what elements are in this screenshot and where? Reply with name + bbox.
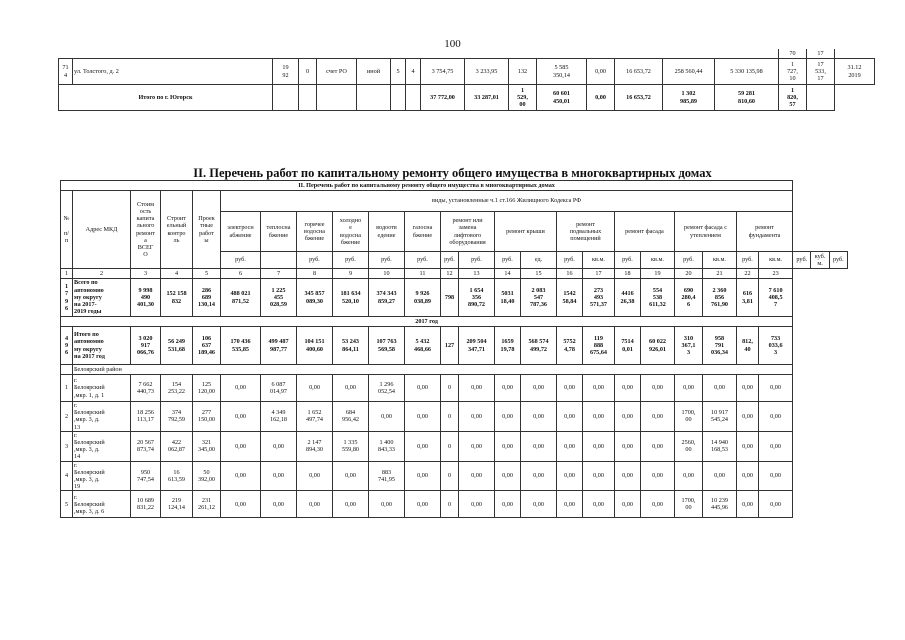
table-cell: 5752 4,78 [557,327,583,365]
col-header-work-types: виды, установленные ч.1 ст.166 Жилищного Кодекса РФ [221,191,793,212]
column-number: 20 [675,269,703,279]
table-cell: 499 487 987,77 [261,327,297,365]
year-row [61,317,848,327]
table-cell: 0,00 [675,461,703,491]
unit-cell: руб. [495,252,521,269]
column-number: 2 [73,269,131,279]
table-cell: 2 083 547 787,36 [521,279,557,317]
col-header-basement: ремонт подвальных помещений [557,212,615,252]
table-cell: 0,00 [703,375,737,402]
table-cell: 1542 58,84 [557,279,583,317]
table-cell: 71 4 [59,59,73,85]
table-cell: 0,00 [521,461,557,491]
column-number: 7 [261,269,297,279]
col-header-total-cost: Стоим ость капита льного ремонт а ВСЕГ О [131,191,161,269]
unit-cell: руб. [441,252,459,269]
table-cell: 60 022 926,01 [641,327,675,365]
table-cell: 0 [441,375,459,402]
table-cell: 0,00 [641,491,675,518]
table-cell: 0,00 [583,491,615,518]
table-cell [273,85,299,111]
table-cell: 5 585 350,14 [537,59,587,85]
table-cell: 1700, 00 [675,402,703,432]
col-header-facade-insulation: ремонт фасада с утеплением [675,212,737,252]
table-cell [299,85,317,111]
table-cell [317,85,357,111]
table-cell: 17 533, 17 [807,59,835,85]
table-cell: 0,00 [521,375,557,402]
table-cell: 0,00 [675,375,703,402]
table-cell: 0,00 [221,431,261,461]
total-cell: 0,00 [587,85,615,111]
column-number: 1 [61,269,73,279]
table-cell: 3 233,95 [465,59,509,85]
table-cell: 4416 26,38 [615,279,641,317]
table-cell: 0,00 [641,402,675,432]
table-cell: 0,00 [369,491,405,518]
column-number: 11 [405,269,441,279]
table-cell: 0,00 [583,402,615,432]
table-cell: 7514 0,01 [615,327,641,365]
table-row [59,59,875,85]
table-cell: 0,00 [297,375,333,402]
capital-repair-table [60,180,848,518]
table-cell: 10 689 831,22 [131,491,161,518]
table-cell: 684 956,42 [333,402,369,432]
unit-cell: кв.м. [703,252,737,269]
table-cell: 0,00 [737,402,759,432]
table-cell: г. Белоярский ,мкр. 3, д. 6 [73,491,131,518]
table-cell: 0,00 [703,461,737,491]
table-cell: 958 791 036,34 [703,327,737,365]
table-cell: 488 021 871,52 [221,279,261,317]
unit-cell: руб. [369,252,405,269]
table-cell: 812, 40 [737,327,759,365]
unit-cell: руб. [221,252,261,269]
table-cell: 0,00 [333,461,369,491]
table-cell: 0,00 [495,431,521,461]
table-cell: 0,00 [583,431,615,461]
table-cell: 374 792,59 [161,402,193,432]
column-number: 13 [459,269,495,279]
table-cell: 0,00 [737,431,759,461]
table-cell: 125 120,00 [193,375,221,402]
table-cell: 20 567 873,74 [131,431,161,461]
table-cell: 0,00 [557,431,583,461]
table-cell: 0,00 [405,461,441,491]
table-cell: ул. Толстого, д. 2 [73,59,273,85]
table-cell [391,85,406,111]
table-cell: 0,00 [521,402,557,432]
table-cell: 0,00 [557,375,583,402]
table-cell: 119 888 675,64 [583,327,615,365]
table-cell: 258 560,44 [663,59,715,85]
table-row [61,491,848,518]
table-cell: 1 296 052,54 [369,375,405,402]
table-cell: 19 92 [273,59,299,85]
table-cell: 0 [441,402,459,432]
column-number: 15 [521,269,557,279]
unit-cell: руб. [297,252,333,269]
col-header-facade: ремонт фасада [615,212,675,252]
table-cell: 286 689 130,14 [193,279,221,317]
table-cell: 0,00 [495,375,521,402]
table-cell: 0,00 [759,461,793,491]
table-cell: 0,00 [495,402,521,432]
table-cell: 1 654 356 890,72 [459,279,495,317]
table-cell: 5 432 468,66 [405,327,441,365]
column-number: 19 [641,269,675,279]
table-cell: 0,00 [221,375,261,402]
table-cell: 0,00 [459,491,495,518]
unit-cell: руб. [675,252,703,269]
col-header-drainage: водоотв едение [369,212,405,252]
table-cell: 0,00 [221,402,261,432]
table-cell: 170 436 535,85 [221,327,261,365]
column-number: 14 [495,269,521,279]
column-number: 16 [557,269,583,279]
column-numbers-row [61,269,848,279]
table-cell: 9 998 490 401,30 [131,279,161,317]
table-cell: г. Белоярский ,мкр. 3, д. 13 [73,402,131,432]
table-cell: 0 [441,491,459,518]
table-cell: 16 653,72 [615,59,663,85]
table-cell: г. Белоярский ,мкр. 1, д. 1 [73,375,131,402]
table-cell: 0,00 [297,491,333,518]
table-cell: 2560, 00 [675,431,703,461]
table-cell: 0 [441,461,459,491]
table-cell: 0,00 [459,431,495,461]
table-cell: 9 926 038,89 [405,279,441,317]
table-cell: 107 763 569,58 [369,327,405,365]
section-heading: II. Перечень работ по капитальному ремонту общего имущества в многоквартирных домах [193,166,712,180]
table-cell: 7 610 408,5 7 [759,279,793,317]
table-cell: 0,00 [759,491,793,518]
table-row [61,375,848,402]
table-row [61,431,848,461]
col-header-number: № п/ п [61,191,73,269]
unit-cell: руб. [333,252,369,269]
table-row [61,402,848,432]
table-cell: 4 [61,461,73,491]
table-cell: г. Белоярский ,мкр. 3, д. 19 [73,461,131,491]
table-cell: 321 345,00 [193,431,221,461]
table-cell: 1 [61,375,73,402]
table-cell: 1659 19,78 [495,327,521,365]
column-number: 3 [131,269,161,279]
table-cell: 422 062,87 [161,431,193,461]
table-cell: 2 360 856 761,90 [703,279,737,317]
column-number: 10 [369,269,405,279]
table-cell: 0,00 [641,461,675,491]
table-cell: 0,00 [737,461,759,491]
table-cell: 0,00 [405,402,441,432]
table-cell: 3 [61,431,73,461]
header-fragment-cell: 70 [779,49,807,59]
table-cell: 181 634 520,10 [333,279,369,317]
table-cell: 0,00 [737,491,759,518]
total-cell: 59 281 810,60 [715,85,779,111]
col-header-roof: ремонт крыши [495,212,557,252]
table-cell: 31.12 2019 [835,59,875,85]
table-cell: 883 741,95 [369,461,405,491]
table-cell [357,85,391,111]
year-label: 2017 год [61,317,793,327]
table-cell: 0,00 [759,431,793,461]
total-cell: 1 820, 57 [779,85,807,111]
table-cell: 0,00 [297,461,333,491]
col-header-design-works: Проек тные работ ы [193,191,221,269]
table-cell: 0,00 [495,491,521,518]
table-cell: 0,00 [495,461,521,491]
table-cell: 0,00 [221,491,261,518]
table-cell: 0,00 [615,461,641,491]
table-cell: 554 538 611,32 [641,279,675,317]
table-cell: 0,00 [333,491,369,518]
table-cell: 0,00 [221,461,261,491]
table-cell: 18 256 113,17 [131,402,161,432]
table-cell: счет РО [317,59,357,85]
total-cell: 1 302 985,89 [663,85,715,111]
table-cell: 7 662 440,73 [131,375,161,402]
table-cell: 5 [61,491,73,518]
table-cell: 798 [441,279,459,317]
table-cell: 209 504 347,71 [459,327,495,365]
col-header-hot-water: горячее водосна бжение [297,212,333,252]
table-cell: 4 9 6 [61,327,73,365]
table-cell: 1 727, 10 [779,59,807,85]
unit-cell: руб. [829,252,847,269]
table-cell: 0,00 [583,375,615,402]
table-cell: 127 [441,327,459,365]
table-cell: 4 [406,59,421,85]
column-number: 8 [297,269,333,279]
unit-cell: руб. [737,252,759,269]
table-cell: 0,00 [641,431,675,461]
table-cell: 56 249 531,68 [161,327,193,365]
table-cell: 0,00 [459,461,495,491]
total-cell: 60 601 450,01 [537,85,587,111]
table-cell: 0,00 [405,431,441,461]
table-cell: 0,00 [405,375,441,402]
table-cell: 568 574 499,72 [521,327,557,365]
table-cell: 0,00 [405,491,441,518]
column-number: 9 [333,269,369,279]
total-cell: 37 772,00 [421,85,465,111]
page-number: 100 [444,38,461,50]
table-cell: иной [357,59,391,85]
unit-cell [261,252,297,269]
table-cell: 2 147 894,30 [297,431,333,461]
unit-cell: куб. м. [811,252,829,269]
table-cell: 1 400 843,33 [369,431,405,461]
column-number: 23 [759,269,793,279]
table-cell: 733 033,6 3 [759,327,793,365]
header-fragment-cell: 17 [807,49,835,59]
table-cell: 690 280,4 6 [675,279,703,317]
table-cell [406,85,421,111]
unit-cell: руб. [615,252,641,269]
col-header-foundation: ремонт фундамента [737,212,793,252]
table-cell: 0,00 [615,375,641,402]
unit-cell: кв.м. [641,252,675,269]
table-cell: 0,00 [521,491,557,518]
table-cell: 0,00 [557,402,583,432]
unit-cell: кв.м. [759,252,793,269]
table-cell: 0,00 [641,375,675,402]
table-row [61,461,848,491]
table-cell: 10 239 445,96 [703,491,737,518]
table-cell: 374 343 859,27 [369,279,405,317]
table-cell: 0,00 [369,402,405,432]
table-cell: 0,00 [521,431,557,461]
table-cell: 4 349 162,18 [261,402,297,432]
column-number: 5 [193,269,221,279]
table-cell: 0,00 [759,402,793,432]
unit-cell: руб. [405,252,441,269]
table-cell: 950 747,54 [131,461,161,491]
table-cell: 152 158 832 [161,279,193,317]
col-header-construction-control: Строит ельный контро ль [161,191,193,269]
column-number: 4 [161,269,193,279]
table-cell: 0,00 [459,375,495,402]
col-header-lift: ремонт или замена лифтового оборудования [441,212,495,252]
table-cell: 0,00 [333,375,369,402]
table-cell: 16 613,59 [161,461,193,491]
col-header-heat: теплосна бжение [261,212,297,252]
total-label: Итого по г. Югорск [59,85,273,111]
column-number: 21 [703,269,737,279]
table-cell: 0 [441,431,459,461]
table-cell: 6 087 014,97 [261,375,297,402]
unit-cell: руб. [459,252,495,269]
table-cell: 5031 18,40 [495,279,521,317]
table-cell: г. Белоярский ,мкр. 3, д. 14 [73,431,131,461]
table-cell: 0,00 [261,431,297,461]
table-cell: 231 261,12 [193,491,221,518]
table-cell: 53 243 864,11 [333,327,369,365]
table-cell: 1 652 497,74 [297,402,333,432]
unit-cell: руб. [793,252,811,269]
table-cell: 345 857 089,30 [297,279,333,317]
table-cell: 1 335 559,80 [333,431,369,461]
table-cell: 3 754,75 [421,59,465,85]
column-number: 6 [221,269,261,279]
table-cell: 104 151 400,60 [297,327,333,365]
col-header-gas: газосна бжение [405,212,441,252]
table-cell: 14 940 168,53 [703,431,737,461]
table-cell: 0 [299,59,317,85]
table-cell: 0,00 [615,491,641,518]
table-cell: Итого по автономно му округу на 2017 год [73,327,131,365]
table-cell: 0,00 [737,375,759,402]
table-cell: 0,00 [587,59,615,85]
table-cell: 50 392,00 [193,461,221,491]
table-cell: 154 253,22 [161,375,193,402]
table-cell: 310 367,1 3 [675,327,703,365]
previous-section-table [58,49,875,111]
table-cell: 0,00 [557,461,583,491]
column-number: 22 [737,269,759,279]
unit-cell: ед. [521,252,557,269]
table-cell: 5 330 135,98 [715,59,779,85]
table-cell: 0,00 [583,461,615,491]
unit-cell: руб. [557,252,583,269]
table-cell: 106 637 189,46 [193,327,221,365]
table-caption: II. Перечень работ по капитальному ремонту общего имущества в многоквартирных домах [61,181,793,191]
table-cell: 273 493 571,37 [583,279,615,317]
table-cell: 3 020 917 066,76 [131,327,161,365]
column-number: 17 [583,269,615,279]
table-cell: 219 124,14 [161,491,193,518]
district-label: Белоярский район [73,365,793,375]
table-cell: 0,00 [261,491,297,518]
table-cell: 2 [61,402,73,432]
table-cell: 277 150,00 [193,402,221,432]
table-cell: 0,00 [759,375,793,402]
total-cell: 33 287,01 [465,85,509,111]
col-header-address: Адрес МКД [73,191,131,269]
table-cell: 1 225 455 028,59 [261,279,297,317]
table-cell: 0,00 [261,461,297,491]
col-header-electricity: электросн абжение [221,212,261,252]
col-header-cold-water: холодно е водосна бжение [333,212,369,252]
column-number: 18 [615,269,641,279]
table-cell [61,365,73,375]
table-cell: 10 917 545,24 [703,402,737,432]
table-cell: 5 [391,59,406,85]
unit-cell: кв.м. [583,252,615,269]
table-cell: 0,00 [557,491,583,518]
total-row [61,327,848,365]
column-number: 12 [441,269,459,279]
table-cell: 0,00 [615,402,641,432]
table-cell: 132 [509,59,537,85]
table-cell: 0,00 [459,402,495,432]
total-cell: 16 653,72 [615,85,663,111]
table-cell: 616 3,81 [737,279,759,317]
total-cell: 1 529, 00 [509,85,537,111]
table-cell: 1 7 9 6 [61,279,73,317]
table-cell: Всего по автономно му округу на 2017- 2019 годы [73,279,131,317]
table-cell: 0,00 [615,431,641,461]
table-cell [807,85,835,111]
table-cell: 1700, 00 [675,491,703,518]
total-row [61,279,848,317]
total-row [59,85,875,111]
district-row [61,365,848,375]
